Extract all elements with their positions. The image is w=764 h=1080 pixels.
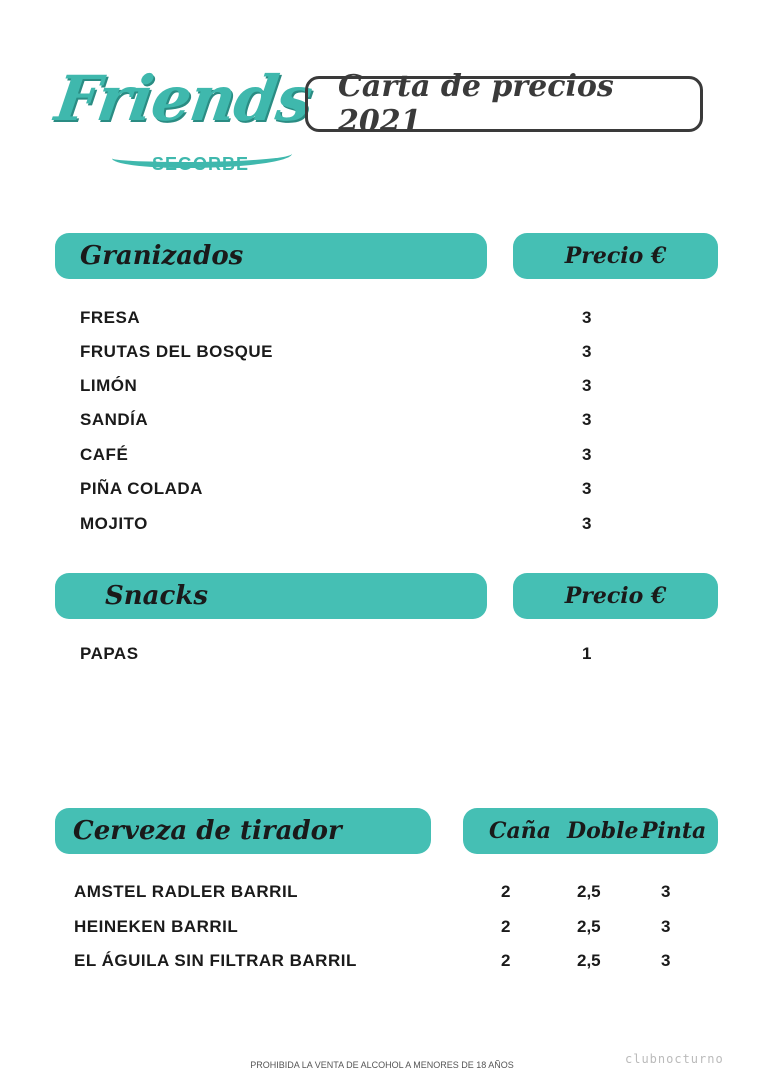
menu-item-price: 3 xyxy=(582,479,592,498)
menu-item-name: PAPAS xyxy=(80,644,139,663)
snacks-header xyxy=(55,573,487,619)
cerveza-title: Cerveza de tirador xyxy=(73,816,342,846)
logo-brand: Friends xyxy=(50,62,317,135)
cerveza-columns-header xyxy=(463,808,718,854)
menu-item-price: 3 xyxy=(582,376,592,395)
menu-item-name: SANDÍA xyxy=(80,410,149,429)
beer-pinta-price: 3 xyxy=(661,951,671,970)
beer-name: AMSTEL RADLER BARRIL xyxy=(74,882,299,901)
beer-cana-price: 2 xyxy=(501,917,511,936)
legal-footer: PROHIBIDA LA VENTA DE ALCOHOL A MENORES DE 18 AÑOS xyxy=(250,1060,514,1070)
menu-item-price: 3 xyxy=(582,514,592,533)
beer-pinta-price: 3 xyxy=(661,917,671,936)
menu-item-name: FRUTAS DEL BOSQUE xyxy=(80,342,273,361)
menu-item-name: MOJITO xyxy=(80,514,148,533)
title-box xyxy=(305,69,703,139)
beer-doble-price: 2,5 xyxy=(577,951,601,970)
beer-name: HEINEKEN BARRIL xyxy=(74,917,239,936)
logo-town: SEGORBE xyxy=(152,154,250,174)
snacks-price-label: Precio € xyxy=(564,583,667,609)
beer-pinta-price: 3 xyxy=(661,882,671,901)
column-pinta: Pinta xyxy=(641,818,707,844)
menu-item-name: FRESA xyxy=(80,308,141,327)
beer-cana-price: 2 xyxy=(501,882,511,901)
cerveza-header xyxy=(55,808,431,854)
menu-item-price: 1 xyxy=(582,644,592,663)
beer-cana-price: 2 xyxy=(501,951,511,970)
menu-item-price: 3 xyxy=(582,308,592,327)
beer-doble-price: 2,5 xyxy=(577,917,601,936)
snacks-title: Snacks xyxy=(105,581,209,611)
granizados-title: Granizados xyxy=(80,241,244,271)
menu-item-name: LIMÓN xyxy=(80,376,138,395)
snacks-price-header xyxy=(513,573,718,619)
menu-item-name: CAFÉ xyxy=(80,445,129,464)
menu-item-price: 3 xyxy=(582,445,592,464)
beer-name: EL ÁGUILA SIN FILTRAR BARRIL xyxy=(74,951,357,970)
granizados-price-header xyxy=(513,233,718,279)
column-doble: Doble xyxy=(567,818,639,844)
page-title: Carta de precios 2021 xyxy=(338,69,614,139)
granizados-price-label: Precio € xyxy=(564,243,667,269)
granizados-header xyxy=(55,233,487,279)
column-cana: Caña xyxy=(489,818,552,844)
menu-item-name: PIÑA COLADA xyxy=(80,479,203,498)
beer-doble-price: 2,5 xyxy=(577,882,601,901)
watermark: clubnocturno xyxy=(625,1052,724,1066)
menu-item-price: 3 xyxy=(582,410,592,429)
menu-item-price: 3 xyxy=(582,342,592,361)
friends-logo xyxy=(50,58,317,178)
